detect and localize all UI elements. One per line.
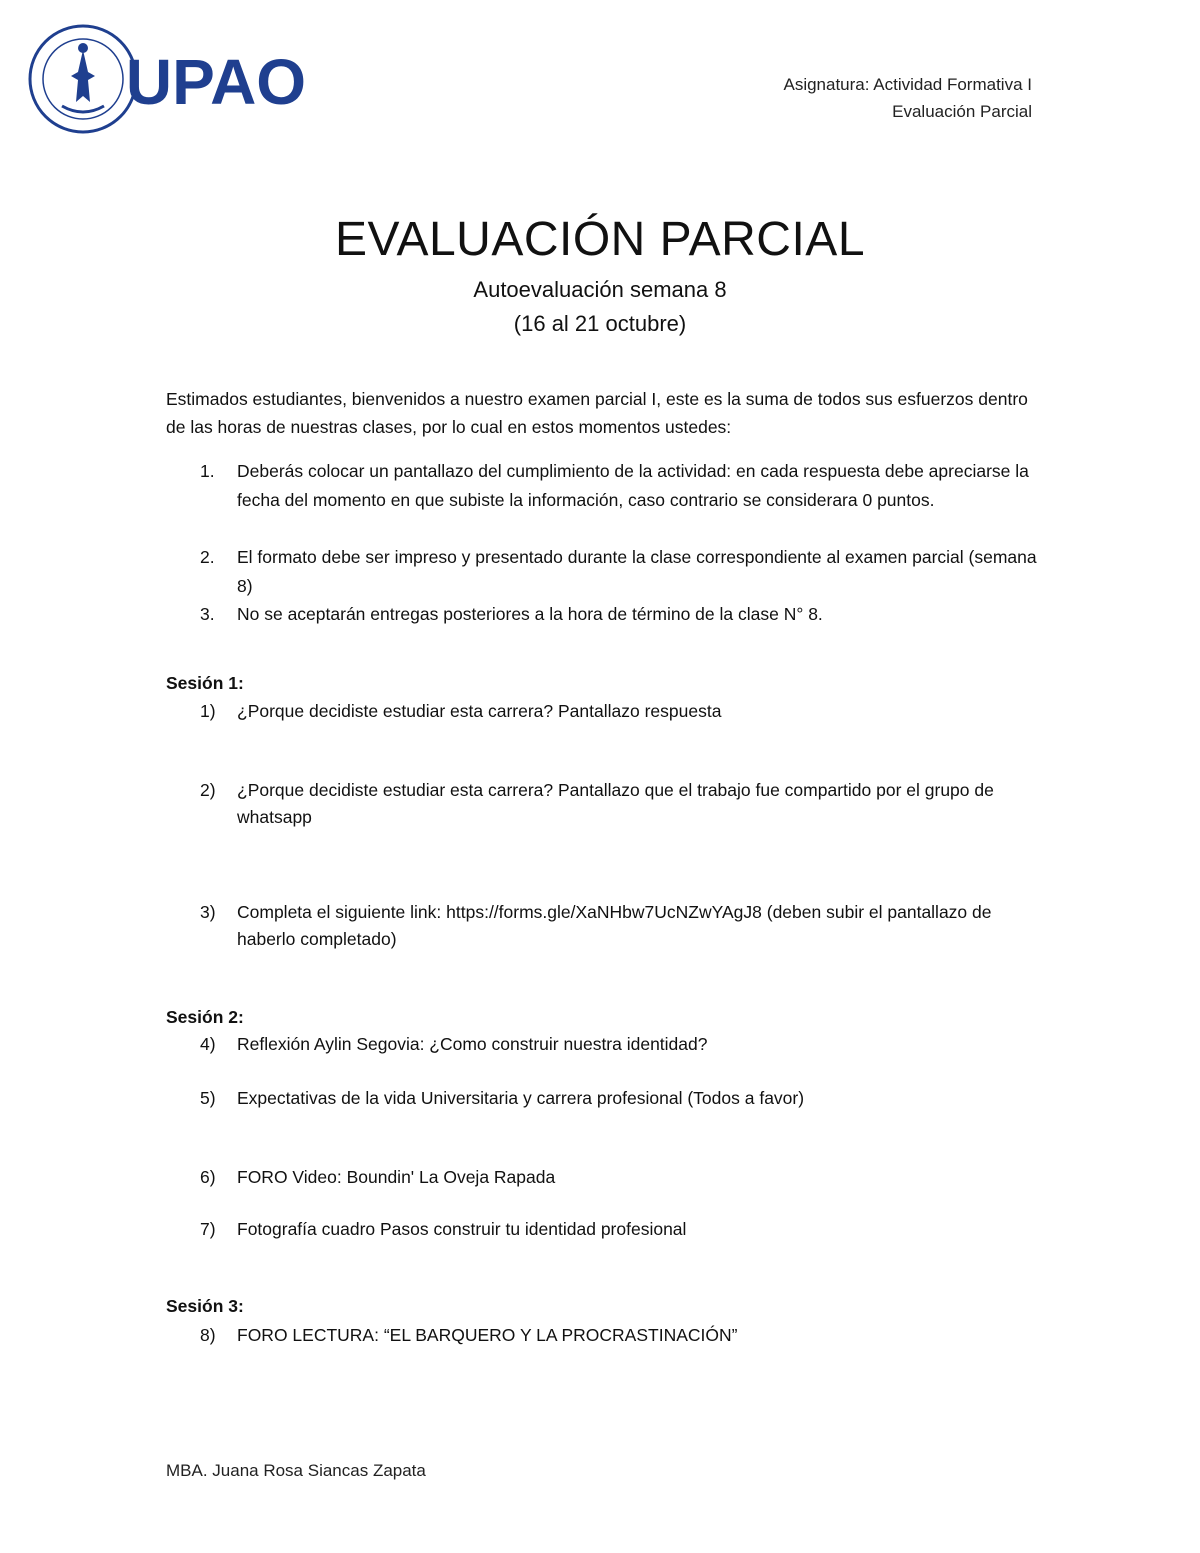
question-text: Fotografía cuadro Pasos construir tu identidad profesional (237, 1219, 687, 1239)
rule-text: No se aceptarán entregas posteriores a la hora de término de la clase N° 8. (237, 604, 823, 624)
question-number: 2) (200, 780, 216, 800)
question-item (166, 1164, 1046, 1191)
question-number: 7) (200, 1219, 216, 1239)
question-text: ¿Porque decidiste estudiar esta carrera? Pantallazo respuesta (237, 701, 722, 721)
rule-item (166, 543, 1046, 600)
question-item (166, 1322, 1046, 1349)
exam-line: Evaluación Parcial (892, 102, 1032, 121)
question-item (166, 698, 1046, 725)
rule-text: El formato debe ser impreso y presentado durante la clase correspondiente al examen parcial (semana 8) (237, 547, 1037, 596)
question-text: FORO Video: Boundin' La Oveja Rapada (237, 1167, 556, 1187)
question-text: Expectativas de la vida Universitaria y carrera profesional (Todos a favor) (237, 1088, 805, 1108)
page-title: EVALUACIÓN PARCIAL (334, 213, 866, 266)
session-heading: Sesión 1: (166, 673, 244, 693)
session-heading: Sesión 2: (166, 1007, 244, 1027)
intro-paragraph: Estimados estudiantes, bienvenidos a nuestro examen parcial I, este es la suma de todos sus esfuerzos dentro de las horas de nuestras clases, por lo cual en estos momentos ustedes: (166, 389, 1028, 437)
question-item (166, 1216, 1046, 1243)
question-item (166, 1085, 1046, 1112)
rule-number: 1. (200, 461, 215, 481)
rule-item (166, 600, 1046, 629)
upao-seal-icon (26, 22, 306, 136)
question-item (166, 899, 1046, 953)
session-heading: Sesión 3: (166, 1296, 244, 1316)
rule-item (166, 457, 1046, 514)
question-number: 4) (200, 1034, 216, 1054)
page-subtitle: Autoevaluación semana 8 (473, 277, 727, 302)
rule-number: 2. (200, 547, 215, 567)
university-logo (26, 22, 306, 136)
question-text: FORO LECTURA: “EL BARQUERO Y LA PROCRASTINACIÓN” (237, 1325, 738, 1345)
subject-line: Asignatura: Actividad Formativa I (783, 75, 1032, 94)
logo-wordmark: UPAO (125, 46, 306, 118)
question-text: Completa el siguiente link: https://forms.gle/XaNHbw7UcNZwYAgJ8 (deben subir el pantallazo de haberlo completado) (237, 902, 992, 949)
question-text: ¿Porque decidiste estudiar esta carrera? Pantallazo que el trabajo fue compartido por el grupo de whatsapp (237, 780, 994, 827)
rule-number: 3. (200, 604, 215, 624)
question-number: 5) (200, 1088, 216, 1108)
question-number: 8) (200, 1325, 216, 1345)
footer-author: MBA. Juana Rosa Siancas Zapata (166, 1461, 426, 1480)
rule-text: Deberás colocar un pantallazo del cumplimiento de la actividad: en cada respuesta debe apreciarse la fecha del momento en que subiste la información, caso contrario se considerara 0 puntos. (237, 461, 1029, 510)
question-item (166, 777, 1046, 831)
question-number: 3) (200, 902, 216, 922)
question-number: 1) (200, 701, 216, 721)
question-text: Reflexión Aylin Segovia: ¿Como construir nuestra identidad? (237, 1034, 708, 1054)
question-number: 6) (200, 1167, 216, 1187)
date-range: (16 al 21 octubre) (513, 311, 687, 336)
question-item (166, 1031, 1046, 1058)
